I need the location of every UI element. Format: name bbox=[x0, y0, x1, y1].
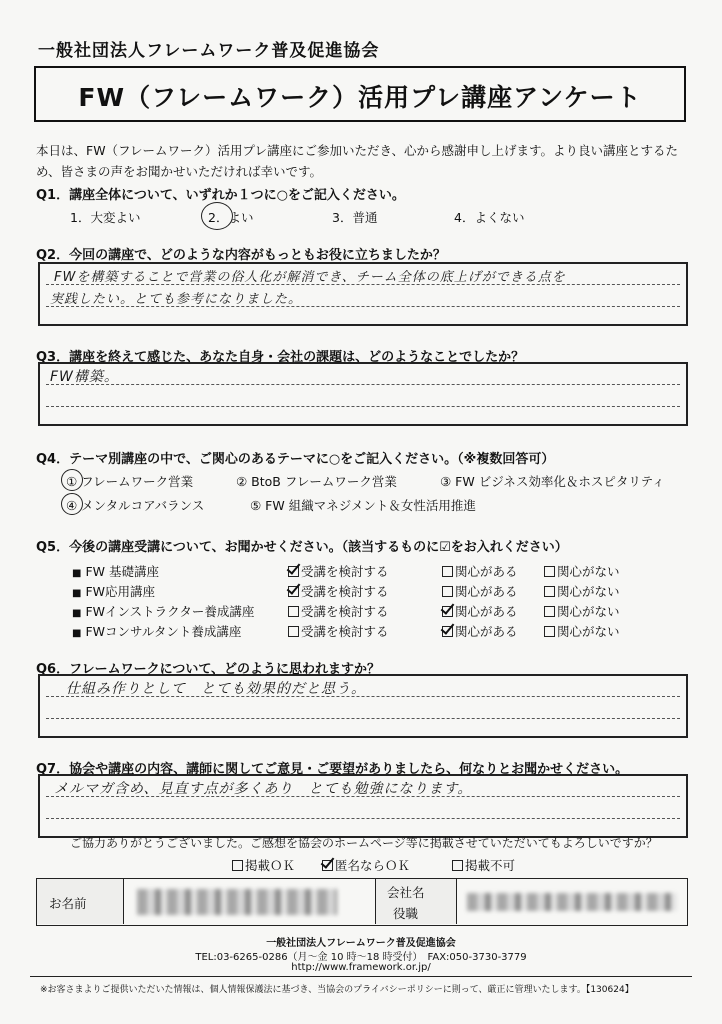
q3-answer-line-1: FW構築。 bbox=[50, 369, 119, 385]
q7-answer-line-1: メルマガ含め、見直す点が多くあり とても勉強になります。 bbox=[54, 781, 473, 797]
q5-basic-not-interested[interactable]: 関心がない bbox=[544, 562, 620, 580]
checkbox-icon[interactable] bbox=[442, 586, 453, 597]
q1-option-3[interactable]: 3．普通 bbox=[332, 210, 378, 225]
q5-applied-consider[interactable]: 受講を検討する bbox=[288, 582, 389, 600]
q5-row-instructor-name: FWインストラクター養成講座 bbox=[85, 604, 255, 619]
q5-instructor-interested[interactable]: 関心がある bbox=[442, 602, 518, 620]
q5-basic-consider[interactable]: 受講を検討する bbox=[288, 562, 389, 580]
q5-applied-not-interested[interactable]: 関心がない bbox=[544, 582, 620, 600]
q2-label: Q2．今回の講座で、どのような内容がもっともお役に立ちましたか？ bbox=[36, 248, 446, 263]
q2-answer-box[interactable] bbox=[38, 262, 688, 326]
q6-answer-line-1: 仕組み作りとして とても効果的だと思う。 bbox=[66, 681, 366, 697]
position-label: 役職 bbox=[393, 906, 419, 921]
q5-instructor-consider[interactable]: 受講を検討する bbox=[288, 602, 389, 620]
q4-label: Q4．テーマ別講座の中で、ご関心のあるテーマに○をご記入ください。（※複数回答可） bbox=[36, 452, 555, 467]
q2-answer-line-1: FWを構築することで営業の俗人化が解消でき、チーム全体の底上げができる点を bbox=[54, 270, 566, 285]
q3-answer-box[interactable] bbox=[38, 362, 688, 426]
q5-consultant-not-interested[interactable]: 関心がない bbox=[544, 622, 620, 640]
checkbox-checked-icon[interactable] bbox=[442, 626, 453, 637]
q4-theme-2[interactable]: ② BtoB フレームワーク営業 bbox=[236, 474, 397, 489]
q5-row-basic: ■ FW 基礎講座 bbox=[72, 564, 159, 579]
q5-basic-interested[interactable]: 関心がある bbox=[442, 562, 518, 580]
q1-selected-circle bbox=[201, 202, 233, 230]
q3-label: Q3．講座を終えて感じた、あなた自身・会社の課題は、どのようなことでしたか？ bbox=[36, 350, 525, 365]
q5-row-instructor: ■ FWインストラクター養成講座 bbox=[72, 604, 255, 619]
q4-theme-1[interactable]: ① フレームワーク営業 bbox=[66, 474, 194, 489]
checkbox-checked-icon[interactable] bbox=[442, 606, 453, 617]
checkbox-checked-icon[interactable] bbox=[288, 566, 299, 577]
checkbox-icon[interactable] bbox=[288, 626, 299, 637]
company-label: 会社名 bbox=[387, 885, 425, 900]
intro-text: 本日は、FW（フレームワーク）活用プレ講座にご参加いただき、心から感謝申し上げます。より良い講座とするため、皆さまの声をお聞かせいただければ幸いです。 bbox=[36, 143, 679, 179]
redacted-company bbox=[467, 893, 677, 911]
q5-consultant-interested[interactable]: 関心がある bbox=[442, 622, 518, 640]
consent-question: ご協力ありがとうございました。ご感想を協会のホームページ等に掲載させていただいてもよろしいですか？ bbox=[70, 836, 658, 850]
footer-url[interactable]: http://www.framework.or.jp/ bbox=[291, 962, 431, 973]
checkbox-icon[interactable] bbox=[544, 566, 555, 577]
q4-theme-5[interactable]: ⑤ FW 組織マネジメント＆女性活用推進 bbox=[250, 498, 476, 513]
consent-ok[interactable]: 掲載ＯＫ bbox=[232, 856, 295, 874]
consent-not-ok[interactable]: 掲載不可 bbox=[452, 856, 515, 874]
checkbox-icon[interactable] bbox=[452, 860, 463, 871]
q5-instructor-not-interested[interactable]: 関心がない bbox=[544, 602, 620, 620]
q1-option-2[interactable]: 2．よい bbox=[208, 210, 254, 225]
checkbox-icon[interactable] bbox=[544, 606, 555, 617]
q4-selected-circle-4 bbox=[61, 493, 83, 515]
q4-selected-circle-1 bbox=[61, 469, 83, 491]
q1-option-1[interactable]: 1．大変よい bbox=[70, 210, 141, 225]
q4-theme-4[interactable]: ④ メンタルコアバランス bbox=[66, 498, 205, 513]
org-name: 一般社団法人フレームワーク普及促進協会 bbox=[38, 41, 380, 61]
q5-row-basic-name: FW 基礎講座 bbox=[85, 564, 159, 579]
checkbox-checked-icon[interactable] bbox=[322, 860, 333, 871]
q5-applied-interested[interactable]: 関心がある bbox=[442, 582, 518, 600]
footer-divider bbox=[30, 976, 692, 977]
survey-title: FW（フレームワーク）活用プレ講座アンケート bbox=[78, 83, 642, 112]
checkbox-icon[interactable] bbox=[544, 586, 555, 597]
q5-consultant-consider[interactable]: 受講を検討する bbox=[288, 622, 389, 640]
checkbox-checked-icon[interactable] bbox=[288, 586, 299, 597]
q5-row-consultant-name: FWコンサルタント養成講座 bbox=[85, 624, 242, 639]
respondent-info-box bbox=[36, 878, 688, 926]
name-label: お名前 bbox=[49, 896, 87, 911]
q5-row-applied-name: FW応用講座 bbox=[85, 584, 156, 599]
footer-contact: TEL:03-6265-0286（月〜金 10 時〜18 時受付） FAX:050-3730-3779 bbox=[195, 952, 527, 963]
q5-row-applied: ■ FW応用講座 bbox=[72, 584, 156, 599]
q5-row-consultant: ■ FWコンサルタント養成講座 bbox=[72, 624, 242, 639]
q5-label: Q5．今後の講座受講について、お聞かせください。（該当するものに☑をお入れください） bbox=[36, 540, 568, 555]
footer-org: 一般社団法人フレームワーク普及促進協会 bbox=[266, 938, 456, 949]
checkbox-icon[interactable] bbox=[442, 566, 453, 577]
q2-answer-line-2: 実践したい。とても参考になりました。 bbox=[50, 292, 303, 307]
q1-option-4[interactable]: 4．よくない bbox=[454, 210, 525, 225]
redacted-name bbox=[137, 889, 337, 915]
checkbox-icon[interactable] bbox=[544, 626, 555, 637]
footer-notice: ※お客さまよりご提供いただいた情報は、個人情報保護法に基づき、当協会のプライバシーポリシーに則って、厳正に管理いたします。【130624】 bbox=[40, 985, 634, 995]
consent-anonymous-ok[interactable]: 匿名ならＯＫ bbox=[322, 856, 410, 874]
checkbox-icon[interactable] bbox=[232, 860, 243, 871]
q6-label: Q6．フレームワークについて、どのように思われますか？ bbox=[36, 662, 381, 677]
q1-label: Q1．講座全体について、いずれか１つに○をご記入ください。 bbox=[36, 188, 405, 203]
q4-theme-3[interactable]: ③ FW ビジネス効率化＆ホスピタリティ bbox=[440, 474, 665, 489]
checkbox-icon[interactable] bbox=[288, 606, 299, 617]
q7-label: Q7．協会や講座の内容、講師に関してご意見・ご要望がありましたら、何なりとお聞かせください。 bbox=[36, 762, 629, 777]
q6-answer-box[interactable] bbox=[38, 674, 688, 738]
q7-answer-box[interactable] bbox=[38, 774, 688, 838]
